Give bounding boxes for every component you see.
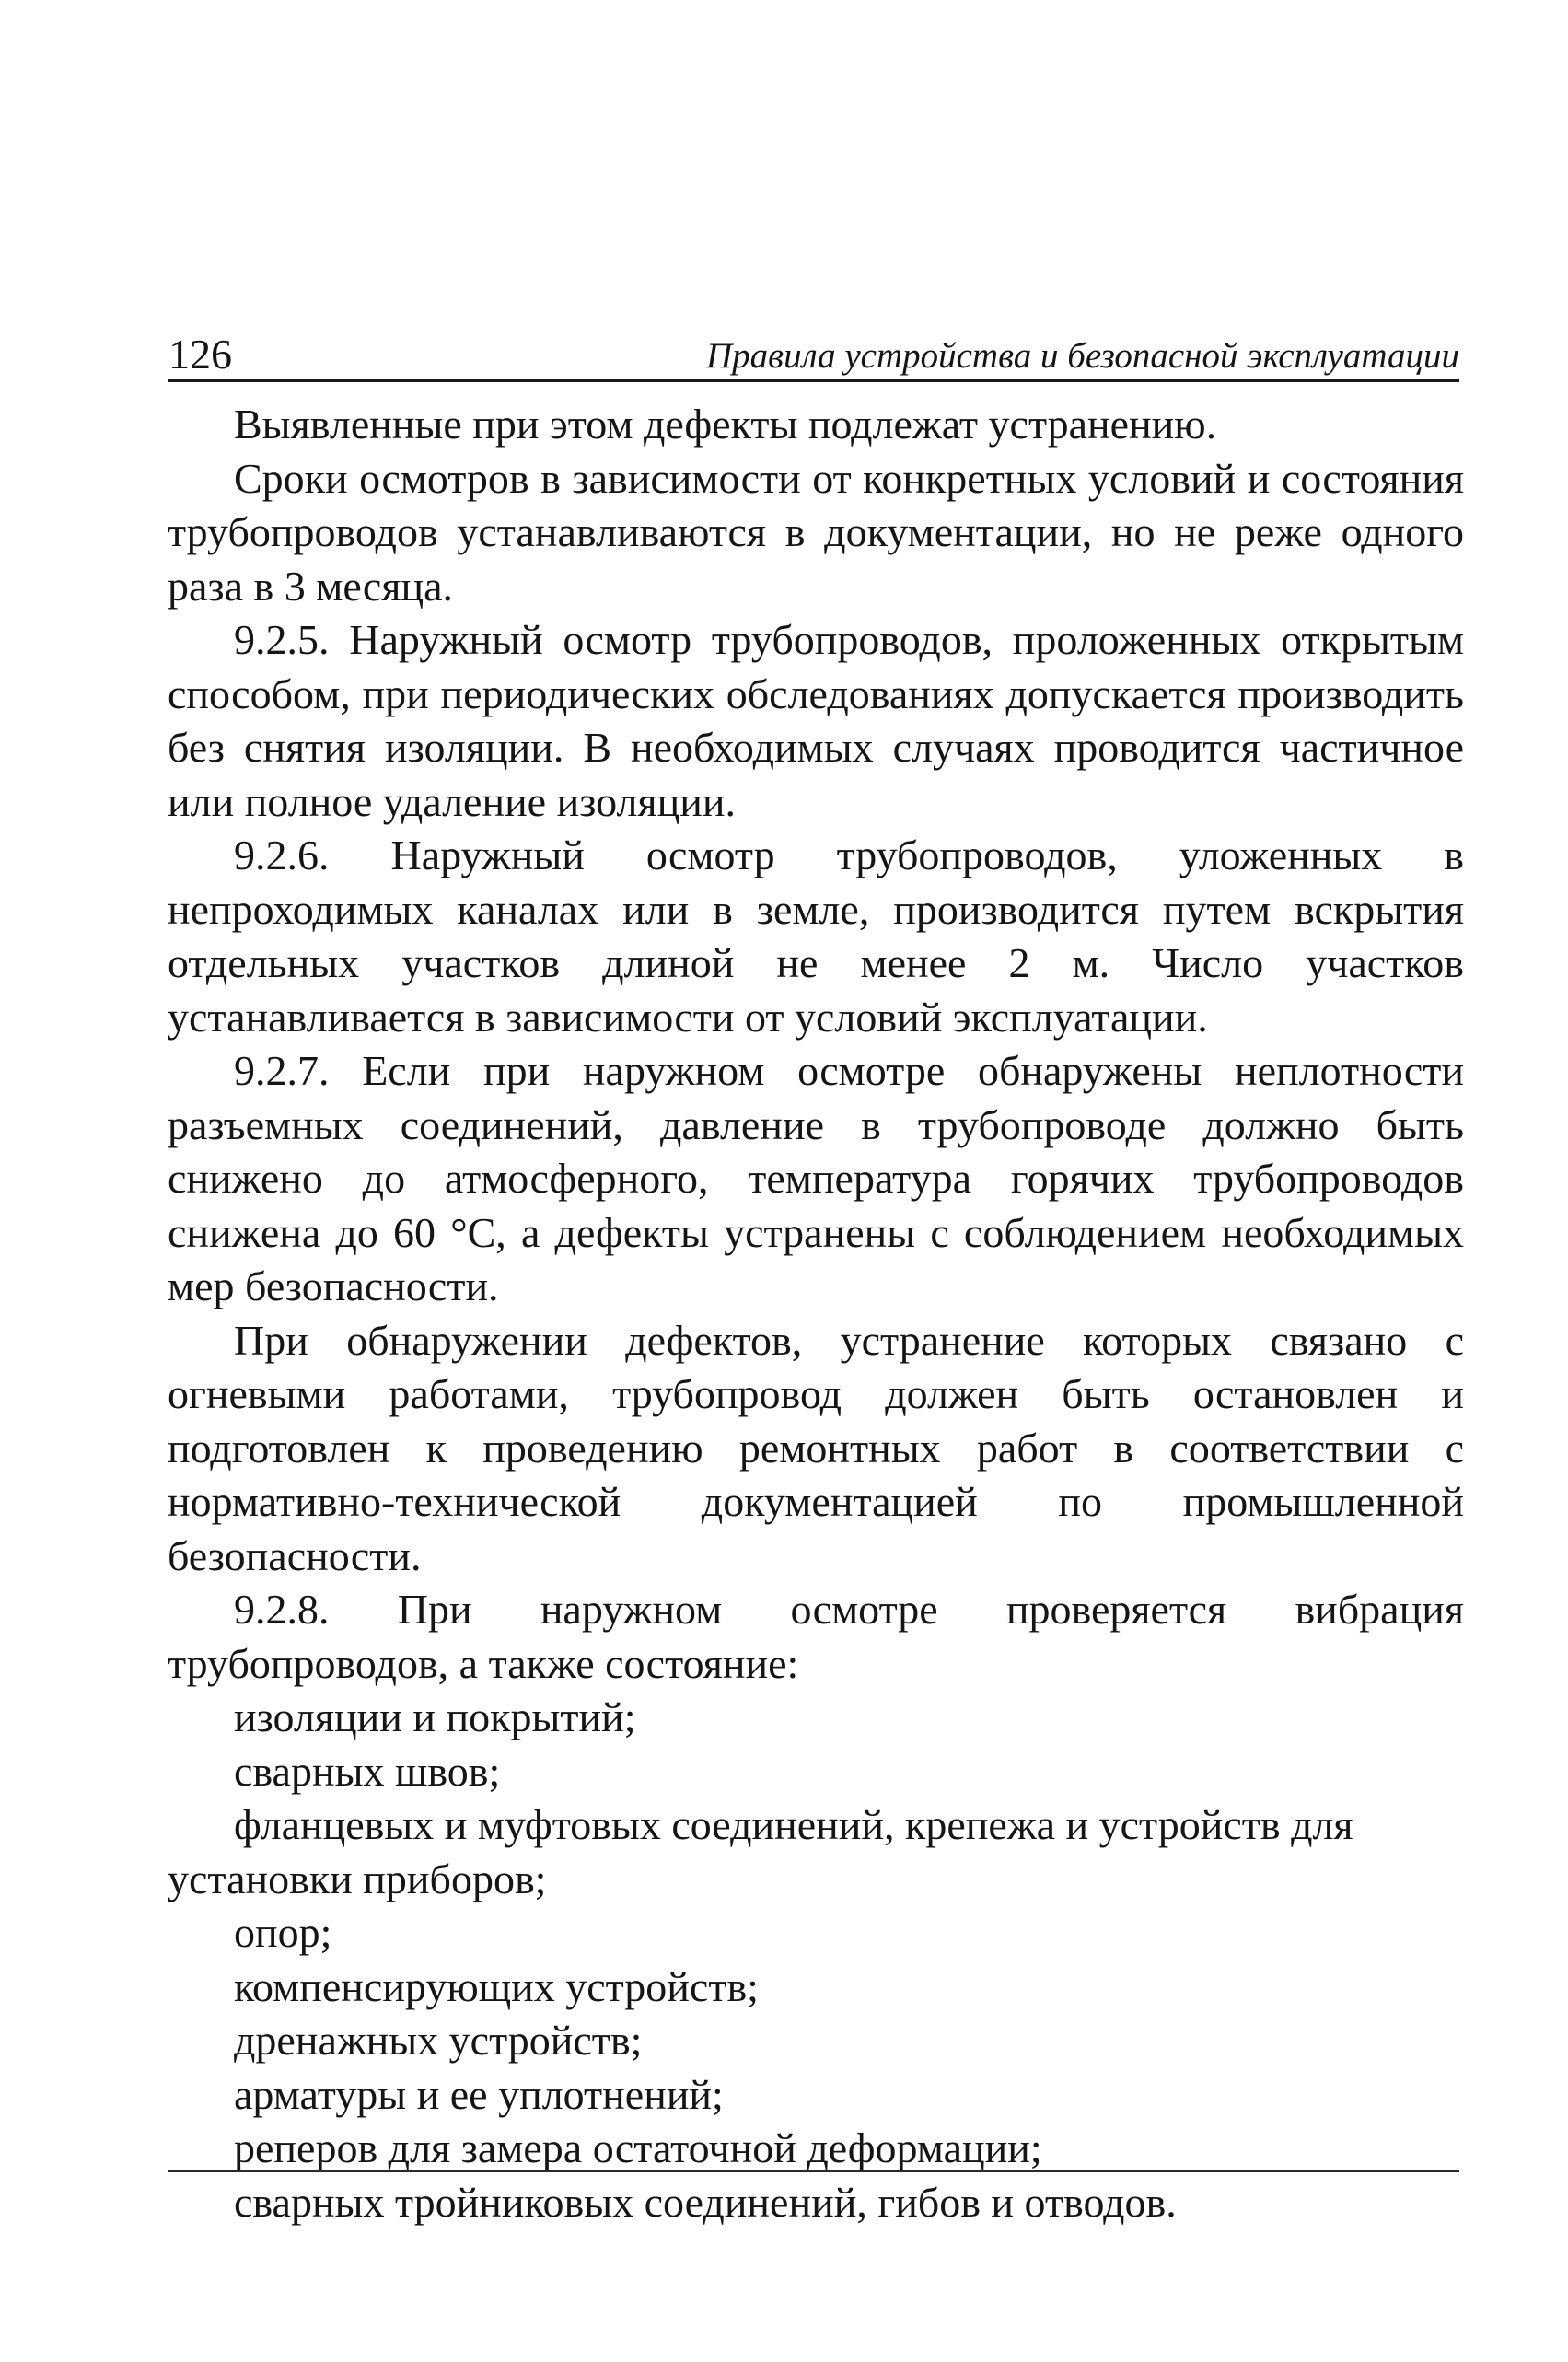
footer-rule [168,2170,1459,2172]
inspection-checklist [168,1691,1464,2229]
list-item: опор; [234,1909,332,1956]
page-body [168,398,1464,2229]
page-header [168,333,1459,382]
paragraph-9-2-5: 9.2.5. Наружный осмотр трубопроводов, проложенных открытым способом, при периодических обследованиях допускается производить без снятия изоляции. В необходимых случаях проводится частичное или полное удаление изоляции. [168,616,1464,825]
list-item: компенсирующих устройств; [234,1962,759,2010]
paragraph-defects-removal: Выявленные при этом дефекты подлежат устранению. [234,401,1217,448]
list-item: дренажных устройств; [234,2017,643,2064]
list-item: сварных швов; [234,1747,501,1795]
list-item: изоляции и покрытий; [234,1693,636,1740]
list-item: сварных тройниковых соединений, гибов и отводов. [234,2178,1177,2226]
paragraph-9-2-6: 9.2.6. Наружный осмотр трубопроводов, уложенных в непроходимых каналах или в земле, производится путем вскрытия отдельных участков длиной не менее 2 м. Число участков устанавливается в зависимости от условий эксплуатации. [168,832,1464,1041]
paragraph-9-2-8: 9.2.8. При наружном осмотре проверяется вибрация трубопроводов, а также состояние: [168,1586,1464,1687]
page-number: 126 [168,331,232,378]
running-head: Правила устройства и безопасной эксплуатации [706,336,1459,376]
list-item: арматуры и ее уплотнений; [234,2070,724,2118]
paragraph-hot-work-defects: При обнаружении дефектов, устранение которых связано с огневыми работами, трубопровод должен быть остановлен и подготовлен к проведению ремонтных работ в соответствии с нормативно-технической документацией по промышленной безопасности. [168,1316,1464,1579]
paragraph-9-2-7: 9.2.7. Если при наружном осмотре обнаружены неплотности разъемных соединений, давление в трубопроводе должно быть снижено до атмосферного, температура горячих трубопроводов снижена до 60 °С, а дефекты устранены с соблюдением необходимых мер безопасности. [168,1047,1464,1309]
list-item: реперов для замера остаточной деформации; [234,2124,1042,2171]
paragraph-inspection-terms: Сроки осмотров в зависимости от конкретных условий и состояния трубопроводов устанавливаются в документации, но не реже одного раза в 3 месяца. [168,454,1464,610]
list-item: фланцевых и муфтовых соединений, крепежа и устройств для установки приборов; [168,1801,1353,1902]
